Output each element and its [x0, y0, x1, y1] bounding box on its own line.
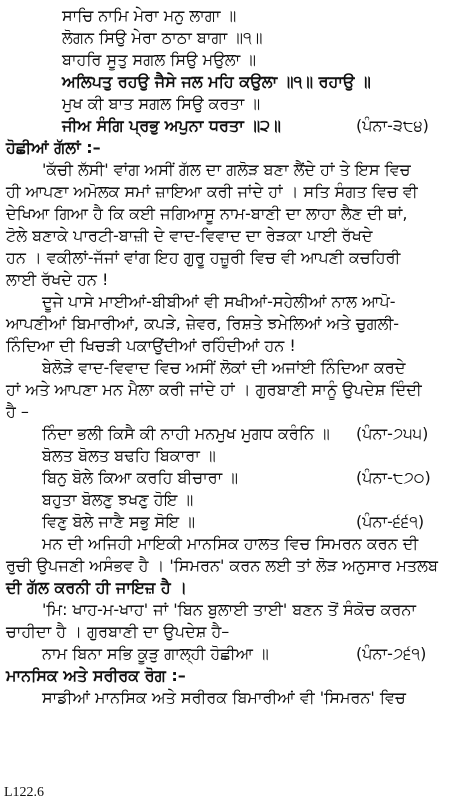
verse-line: ਅਲਿਪਤੁ ਰਹਉ ਜੈਸੇ ਜਲ ਮਹਿ ਕਉਲਾ ॥੧॥ ਰਹਾਉ ॥ [62, 72, 371, 91]
page-reference: (ਪੰਨਾ-੩੮੪) [356, 116, 429, 135]
paragraph-line: ਆਪਣੀਆਂ ਬਿਮਾਰੀਆਂ, ਕਪੜੇ, ਜ਼ੇਵਰ, ਰਿਸ਼ਤੇ ਝਮੇਲਿਆਂ ਅਤੇ ਚੁਗਲੀ- [6, 314, 400, 333]
paragraph-line: ਹੀ ਆਪਣਾ ਅਮੋਲਕ ਸਮਾਂ ਜ਼ਾਇਆ ਕਰੀ ਜਾਂਦੇ ਹਾਂ । ਸਤਿ ਸੰਗਤ ਵਿਚ ਵੀ [6, 182, 418, 201]
gurbani-quote: ਨਾਮ ਬਿਨਾ ਸਭਿ ਕੂੜੁ ਗਾਲ੍ਹੀ ਹੋਛੀਆ ॥ [42, 644, 269, 663]
verse-line: ਬਾਹਰਿ ਸੂਤੁ ਸਗਲ ਸਿਉ ਮਉਲਾ ॥ [62, 50, 257, 69]
page-reference: (ਪੰਨਾ-੮੭੦) [356, 468, 431, 487]
gurbani-quote: ਨਿੰਦਾ ਭਲੀ ਕਿਸੈ ਕੀ ਨਾਹੀ ਮਨਮੁਖ ਮੁਗਧ ਕਰੰਨਿ ॥ [42, 424, 330, 443]
paragraph-line: 'ਕੱਚੀ ਲੱਸੀ' ਵਾਂਗ ਅਸੀਂ ਗੱਲ ਦਾ ਗਲੋੜ ਬਣਾ ਲੈਂਦੇ ਹਾਂ ਤੇ ਇਸ ਵਿਚ [42, 160, 411, 179]
gurbani-quote: ਬੋਲਤ ਬੋਲਤ ਬਢਹਿ ਬਿਕਾਰਾ ॥ [42, 446, 216, 465]
gurbani-quote: ਬਿਨੁ ਬੋਲੇ ਕਿਆ ਕਰਹਿ ਬੀਚਾਰਾ ॥ [42, 468, 239, 487]
section-heading: ਹੋਛੀਆਂ ਗੱਲਾਂ :– [6, 138, 101, 157]
section-heading: ਮਾਨਸਿਕ ਅਤੇ ਸਰੀਰਕ ਰੋਗ :– [6, 666, 186, 685]
paragraph-line: ਦੇਖਿਆ ਗਿਆ ਹੈ ਕਿ ਕਈ ਜਗਿਆਸੂ ਨਾਮ-ਬਾਣੀ ਦਾ ਲਾਹਾ ਲੈਣ ਦੀ ਥਾਂ, [6, 204, 408, 223]
paragraph-line: ਹਨ । ਵਕੀਲਾਂ-ਜੱਜਾਂ ਵਾਂਗ ਇਹ ਗੁਰੂ ਹਜ਼ੂਰੀ ਵਿਚ ਵੀ ਆਪਣੀ ਕਚਹਿਰੀ [6, 248, 401, 267]
page-footer-code: L122.6 [4, 785, 45, 800]
paragraph-line: ਰੁਚੀ ਉਪਜਣੀ ਅਸੰਭਵ ਹੈ । 'ਸਿਮਰਨ' ਕਰਨ ਲਈ ਤਾਂ ਲੋੜ ਅਨੁਸਾਰ ਮਤਲਬ [6, 556, 438, 575]
page-reference: (ਪੰਨਾ-੭੬੧) [356, 644, 427, 663]
paragraph-line: 'ਮਿ: ਖਾਹ-ਮ-ਖਾਹ' ਜਾਂ 'ਬਿਨ ਬੁਲਾਈ ਤਾਈ' ਬਣਨ ਤੋਂ ਸੰਕੋਚ ਕਰਨਾ [42, 600, 417, 619]
paragraph-line: ਲਾਈ ਰੱਖਦੇ ਹਨ ! [6, 270, 109, 289]
paragraph-line: ਹਾਂ ਅਤੇ ਆਪਣਾ ਮਨ ਮੈਲਾ ਕਰੀ ਜਾਂਦੇ ਹਾਂ । ਗੁਰਬਾਣੀ ਸਾਨੂੰ ਉਪਦੇਸ਼ ਦਿੰਦੀ [6, 380, 422, 399]
paragraph-line: ਮਨ ਦੀ ਅਜਿਹੀ ਮਾਇਕੀ ਮਾਨਸਿਕ ਹਾਲਤ ਵਿਚ ਸਿਮਰਨ ਕਰਨ ਦੀ [42, 534, 419, 553]
gurbani-quote: ਬਹੁਤਾ ਬੋਲਣੁ ਝਖਣੁ ਹੋਇ ॥ [42, 490, 194, 509]
verse-line: ਸਾਚਿ ਨਾਮਿ ਮੇਰਾ ਮਨੁ ਲਾਗਾ ॥ [62, 6, 237, 25]
paragraph-line: ਨਿੰਦਿਆ ਦੀ ਖਿਚੜੀ ਪਕਾਉਂਦੀਆਂ ਰਹਿੰਦੀਆਂ ਹਨ ! [6, 336, 296, 355]
paragraph-line: ਟੋਲੇ ਬਣਾਕੇ ਪਾਰਟੀ-ਬਾਜ਼ੀ ਦੇ ਵਾਦ-ਵਿਵਾਦ ਦਾ ਰੇੜਕਾ ਪਾਈ ਰੱਖਦੇ [6, 226, 373, 245]
page-reference: (ਪੰਨਾ-੭੫੫) [356, 424, 429, 443]
paragraph-line: ਚਾਹੀਦਾ ਹੈ । ਗੁਰਬਾਣੀ ਦਾ ਉਪਦੇਸ਼ ਹੈ– [6, 622, 230, 641]
page-reference: (ਪੰਨਾ-੬੬੧) [356, 512, 425, 531]
paragraph-line: ਬੇਲੋੜੇ ਵਾਦ-ਵਿਵਾਦ ਵਿਚ ਅਸੀਂ ਲੋਕਾਂ ਦੀ ਅਜਾਂਈ ਨਿੰਦਿਆ ਕਰਦੇ [42, 358, 406, 377]
paragraph-line: ਦੂਜੇ ਪਾਸੇ ਮਾਈਆਂ-ਬੀਬੀਆਂ ਵੀ ਸਖੀਆਂ-ਸਹੇਲੀਆਂ ਨਾਲ ਆਪੋ- [42, 292, 396, 311]
verse-line: ਮੁਖ ਕੀ ਬਾਤ ਸਗਲ ਸਿਉ ਕਰਤਾ ॥ [62, 94, 261, 113]
verse-line: ਜੀਅ ਸੰਗਿ ਪ੍ਰਭੁ ਅਪੁਨਾ ਧਰਤਾ ॥੨॥ [62, 116, 281, 135]
paragraph-line: ਹੈ – [6, 402, 29, 421]
verse-line: ਲੋਗਨ ਸਿਉ ਮੇਰਾ ਠਾਠਾ ਬਾਗਾ ॥੧॥ [62, 28, 263, 47]
paragraph-line: ਦੀ ਗੱਲ ਕਰਨੀ ਹੀ ਜਾਇਜ਼ ਹੈ । [6, 578, 188, 597]
paragraph-line: ਸਾਡੀਆਂ ਮਾਨਸਿਕ ਅਤੇ ਸਰੀਰਕ ਬਿਮਾਰੀਆਂ ਵੀ 'ਸਿਮਰਨ' ਵਿਚ [42, 688, 406, 707]
gurbani-quote: ਵਿਣੁ ਬੋਲੇ ਜਾਣੈ ਸਭੁ ਸੋਇ ॥ [42, 512, 196, 531]
